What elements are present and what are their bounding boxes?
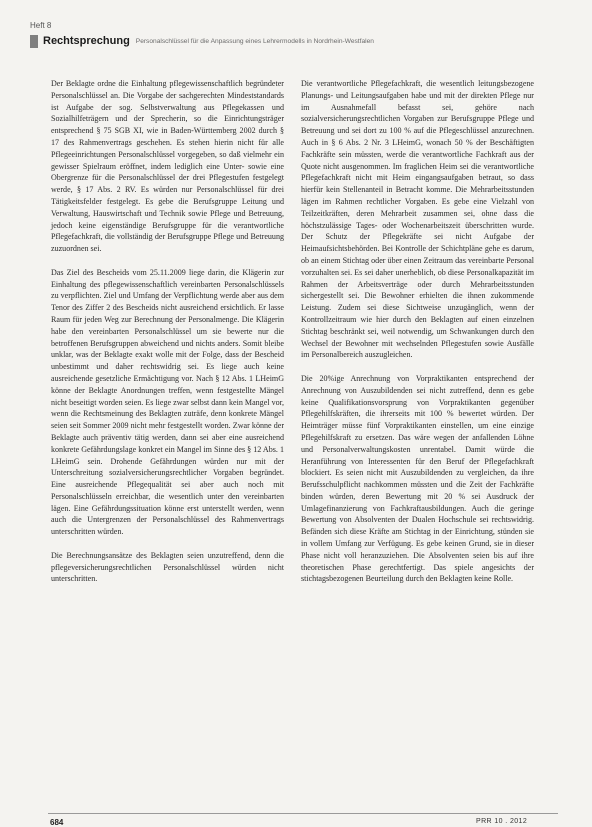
journal-reference: PRR 10 . 2012 xyxy=(476,818,528,825)
paragraph: Die 20%ige Anrechnung von Vorpraktikanten entsprechend der Anrechnung von Auszubildenden sei nicht zutreffend, denn es gebe keine Qualifikationsvorsprung von Vorpraktikanten gegenüber Pflegehilfskräften, die ihrerseits mit 100 % bewertet würden. Der Heimträger müsse fünf Vorpraktikanten einstellen, um eine einzige Pflegehilfskraft zu ersetzen. Das wäre wegen der anfallenden Löhne und Personalverwaltungskosten unrentabel. Damit würde die Heranführung von Interessenten für den Beruf der Pflegefachkraft blockiert. Es seien nicht mit Auszubildenden zu vergleichen, da ihre Berufsschulpflicht nachkommen müssten und die Zeit der Fachkräfte binden würden, deren Bewertung mit 20 % sei Ausdruck der Umlagefinanzierung von Fachkraftausbildungen. Auch die geringe Bewertung von Absolventen der Dualen Hochschule sei rechtswidrig. Befänden sich diese Kräfte am Stichtag in der Einrichtung, stünden sie in vollem Umfang zur Verfügung. Es gebe keinen Grund, sie in dieser Phase nicht voll heranzuziehen. Die Absolventen seien bis auf ihre theoretischen Phase gerechtfertigt. Das spiele angesichts der stichtagsbezogenen Beurteilung durch den Beklagten keine Rolle. xyxy=(301,373,534,584)
section-header xyxy=(30,34,560,48)
right-text-column xyxy=(301,78,534,597)
paragraph: Der Beklagte ordne die Einhaltung pflegewissenschaftlich begründeter Personalschlüssel an. Die Vorgabe der sachgerechten Mindeststandards ist Aufgabe der sog. Selbstverwaltung aus Pflegekassen und Sozialhilfeträgern und der Sprecherin, so die Einrichtungsträger entsprechend § 75 SGB XI, wie in Baden-Württemberg 2002 durch § 17 des Rahmenvertrags geschehen. Es stehen hierin nicht für alle Pflegeeinrichtungen Personalschlüssel vorgegeben, so daß vielmehr ein gewisser Spielraum eröffnet, indem lediglich eine Unter- sowie eine Obergrenze für die Personalschlüssel der drei Pflegestufen festgelegt werde, § 17 Abs. 2 RV. Es würden nur Personalschlüssel für drei Tätigkeitsfelder festgelegt. Es gebe die Berufsgruppe Leitung und Verwaltung, Hauswirtschaft und Technik sowie Pflege und Betreuung, jedoch keine eigenständige Berufsgruppe für die verantwortliche Pflegefachkraft, die vollständig der Berufsgruppe Pflege und Betreuung zuzuordnen sei. xyxy=(51,79,284,254)
footer-rule xyxy=(48,813,558,814)
paragraph: Das Ziel des Bescheids vom 25.11.2009 liege darin, die Klägerin zur Einhaltung des pflegewissenschaftlich vereinbarten Personalschlüssels zu verpflichten. Ziel und Umfang der Verpflichtung werde aber aus dem Tenor des Ziffer 2 des Bescheids nicht ausreichend ersichtlich. Er lasse Raum für jeden Weg zur Berechnung der Personalmenge. Die Klägerin habe den vereinbarten Personalschlüssel um sie bewerte nur die betroffenen Berufsgruppen abweichend und nichts anders. Somit bleibe unklar, was der Beklagte exakt wolle mit der Folge, dass der Bescheid unbestimmt und daher rechtswidrig sei. Es liege auch keine ausreichende gesetzliche Ermächtigung vor. Nach § 12 Abs. 1 LHeimG könne der Beklagte Anordnungen treffen, wenn festgestellte Mängel nicht beseitigt worden seien. Es liege zwar selbst dann kein Mangel vor, wenn die Rechtsmeinung des Beklagten zuträfe, denn konkrete Mängel seien seit Sommer 2009 nicht mehr festgestellt worden. Zwar könne der Beklagte auch präventiv tätig werden, dann sei aber eine ausreichend konkrete Gefährdungslage konkret ein Mangel im Sinne des § 12 Abs. 1 LHeimG sein. Drohende Gefährdungen würden nur mit der Unterschreitung sozialversicherungsrechtlicher Vorgaben begründet. Eine ausreichende Pflegequalität sei aber auch noch mit Personalschlüsseln erreichbar, die wesentlich unter den vereinbarten lägen. Eine Gefährdungssituation könne erst unterstellt werden, wenn auch die Untergrenzen der Personalschlüssel des Rahmenvertrags unterschritten würden. xyxy=(51,267,284,537)
page-number: 684 xyxy=(50,818,64,827)
section-subtitle: Personalschlüssel für die Anpassung eines Lehrermodells in Nordrhein-Westfalen xyxy=(135,37,374,45)
left-text-column xyxy=(51,78,284,597)
header-marker xyxy=(30,35,38,48)
paragraph: Die Berechnungsansätze des Beklagten seien unzutreffend, denn die pflegeversicherungsrechtlichen Personalschlüssel würden nicht unterschritten. xyxy=(51,550,284,584)
paragraph: Die verantwortliche Pflegefachkraft, die wesentlich leitungsbezogene Planungs- und Leitungsaufgaben habe und mit der direkten Pflege nur im Ausnahmefall befasst sei, gehöre nach sozialversicherungsrechtlichen Vorgaben zur Berufsgruppe Pflege und Betreuung und sei dort zu 100 % auf die Pflegeschlüssel anzurechnen. Auch in § 6 Abs. 2 Nr. 3 LHeimG, wonach 50 % der Beschäftigten Fachkräfte sein müssten, werde die verantwortliche Fachkraft aus der Quote nicht ausgenommen. Im fraglichen Heim sei die verantwortliche Pflegefachkraft nicht mit Heim eingangsaufgaben betraut, so dass hierfür kein Stellenanteil in Betracht komme. Die Mehrarbeitsstunden lägen im Rahmen rechtlicher Vorgaben. Es gebe eine Vielzahl von Teilzeitkräften, deren Mehrarbeit zusammen sei, ohne dass die höchstzulässige Tages- oder Wochenarbeitszeit überschritten wurde. Der Schutz der Pflegekräfte sei nicht Aufgabe der Heimaufsichtsbehörden. Bei Kontrolle der Schichtpläne gehe es darum, ob an einem Stichtag oder über einen Zeitraum das vereinbarte Personal vorzuhalten sei. Es sei daher unerheblich, ob diese Personalkapazität im Rahmen der Arbeitsverträge oder durch Mehrarbeitsstunden sichergestellt sei. Die Bewohner erhielten die ihnen zukommende Leistung. Zudem sei diese Sichtweise unzugänglich, wenn der Kontrollzeitraum wie hier durch den Beklagten auf einen einzelnen Stichtag beschränkt sei, weil notwendig, um Schwankungen durch den Wechsel der Bewohner mit wechselnden Pflegestufen sowie Ausfälle im Personalbereich auszugleichen. xyxy=(301,79,534,360)
section-title: Rechtsprechung xyxy=(43,35,130,47)
running-head: Heft 8 xyxy=(30,21,52,30)
